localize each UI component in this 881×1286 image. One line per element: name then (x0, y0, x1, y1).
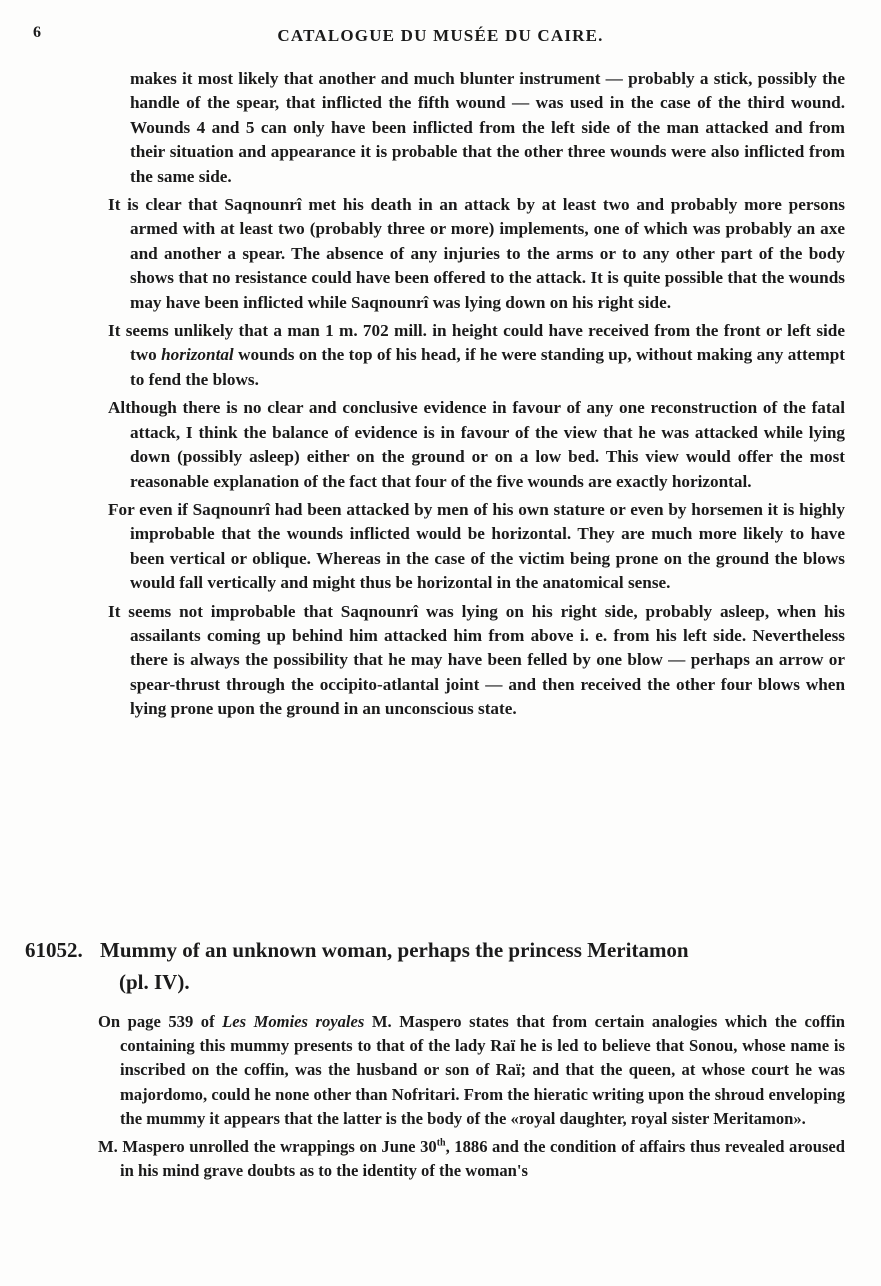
book-title: Les Momies royales (222, 1012, 365, 1031)
paragraph-horizontal-wounds (0, 319, 881, 392)
paragraph-text: M. Maspero states that from certain analogies which the coffin containing this mummy presents to that of the lady Raï he is led to believe that Sonou, whose name is inscribed on the coffin, was the husband or son of Raï; and that the queen, at whose court he was majordomo, could he none other than Nofritari. From the hieratic writing upon the shroud enveloping the mummy it appears that the latter is the body of the «royal daughter, royal sister Meritamon». (120, 1012, 845, 1128)
paragraph: For even if Saqnounrî had been attacked by men of his own stature or even by horsemen it is highly improbable that the wounds inflicted would be horizontal. They are much more likely to have been vertical or oblique. Whereas in the case of the victim being prone on the ground the blows would fall vertically and might thus be horizontal in the anatomical sense. (108, 499, 845, 593)
paragraph-text: M. Maspero unrolled the wrappings on June 30 (98, 1137, 437, 1157)
paragraph: It seems not improbable that Saqnounrî was lying on his right side, probably asleep, when his assailants coming up behind him attacked him from above i. e. from his left side. Nevertheless there is always the possibility that he may have been felled by one blow — perhaps an arrow or spear-thrust through the occipito-atlantal joint — and then received the other four blows when lying prone upon the ground in an unconscious state. (108, 601, 845, 719)
running-title: CATALOGUE DU MUSÉE DU CAIRE. (277, 26, 604, 45)
paragraph-les-momies (0, 1010, 881, 1131)
paragraph: It is clear that Saqnounrî met his death in an attack by at least two and probably more persons armed with at least two (probably three or more) implements, one of which was probably an axe and another a spear. The absence of any injuries to the arms or to any other part of the body shows that no resistance could have been offered to the attack. It is quite possible that the wounds may have been inflicted while Saqnounrî was lying down on his right side. (108, 195, 845, 312)
ordinal-superscript: th (436, 1137, 446, 1149)
entry-title: Mummy of an unknown woman, perhaps the princess Meritamon (100, 938, 689, 962)
paragraph-text: , 1886 and the condition of affairs thus revealed aroused in his mind grave doubts as to the identity of the woman's (120, 1137, 845, 1181)
page-number: 6 (33, 24, 41, 41)
paragraph-text: It seems unlikely that a man 1 m. 702 mill. in height could have received from the front or left side two (108, 321, 845, 365)
paragraph-text: wounds on the top of his head, if he were standing up, without making any attempt to fend the blows. (130, 345, 845, 389)
entry-number: 61052. (25, 938, 83, 962)
paragraph-continued: makes it most likely that another and much blunter instrument — probably a stick, possibly the handle of the spear, that inflicted the fifth wound — was used in the case of the third wound. Wounds 4 and 5 can only have been inflicted from the left side of the man attacked and from their situation and appearance it is probable that the other three wounds were also inflicted from the same side. (130, 69, 845, 186)
paragraph: Although there is no clear and conclusive evidence in favour of any one reconstruction of the fatal attack, I think the balance of evidence is in favour of the view that he was attacked while lying down (possibly asleep) either on the ground or on a low bed. This view would offer the most reasonable explanation of the fact that four of the five wounds are exactly horizontal. (108, 398, 845, 491)
paragraph-text: On page 539 of (98, 1012, 223, 1031)
entry-plate-reference: (pl. IV). (119, 970, 190, 994)
running-head (0, 22, 881, 52)
paragraph-unrolling (0, 1135, 881, 1183)
entry-body-text (0, 1010, 881, 1187)
emphasis-text: horizontal (161, 345, 234, 365)
body-text (0, 67, 881, 726)
